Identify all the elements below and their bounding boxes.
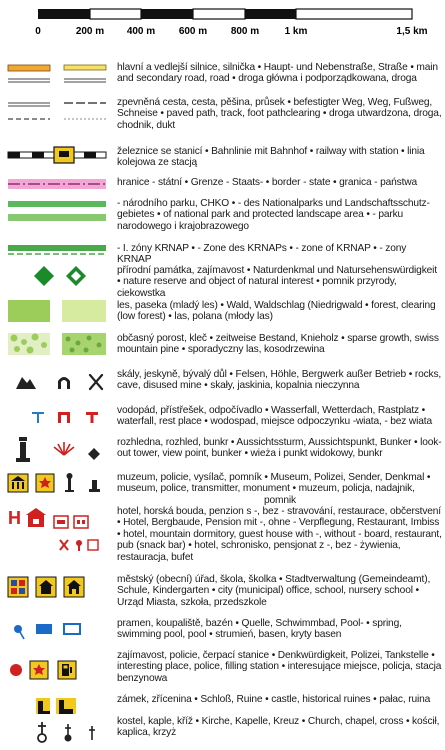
- park-symbols: [8, 198, 108, 240]
- border-label: hranice - státní • Grenze - Staats- • border - state • granica - państwa: [117, 177, 417, 188]
- roads-symbols: [8, 62, 108, 94]
- museum-icon: [8, 474, 28, 492]
- scale-bar: [0, 0, 445, 40]
- waterfall-label: vodopád, přístřešek, odpočívadlo • Wasserfall, Wetterdach, Rastplatz • waterfall, rest place • wodospad, miejsce odpoczynku -wiata, - bez wiata: [117, 405, 432, 428]
- museum-label-text: muzeum, policie, vysílač, pomník • Museum, Polizei, Sender, Denkmal • museum, police, transmitter, monument • muzeum, policja, nadajnik,: [117, 472, 431, 495]
- rocks-label: skály, jeskyně, bývalý důl • Felsen, Höhle, Bergwerk außer Betrieb • rocks, cave, disused mine • skały, jaskinia, kopalnia nieczynna: [117, 369, 442, 392]
- legend-row-zone: [0, 243, 445, 266]
- main-road-icon: [8, 65, 50, 71]
- legend-row-waterfall: [0, 405, 445, 437]
- church-symbols: [8, 716, 108, 750]
- church-icon: [38, 722, 46, 742]
- legend-row-lookout: [0, 437, 445, 473]
- secondary-road-icon: [64, 65, 106, 70]
- legend-row-museum: [0, 472, 445, 506]
- cross-icon: [89, 726, 95, 740]
- cave-icon: [58, 377, 70, 389]
- zone-symbols: [8, 243, 108, 259]
- police-station-icon: [30, 661, 48, 679]
- restaurant-icon: [60, 540, 68, 550]
- museum-symbols: [8, 472, 108, 506]
- rest-place-icon: [86, 412, 98, 423]
- park-label: - národního parku, CHKO • - des Nationalparks und Landschaftsschutz-gebietes • of national park and protected landscape area • - parku narodowego i krajobrazowego: [117, 198, 430, 232]
- snack-bar-icon: [76, 540, 82, 551]
- waterfall-symbols: [8, 405, 108, 437]
- railway-symbols: [8, 146, 108, 172]
- scale-segment-6: [296, 9, 412, 19]
- scale-segment-5: [245, 9, 296, 19]
- legend-row-hotel: [0, 506, 445, 564]
- scale-tick-1-5km: 1,5 km: [396, 26, 428, 37]
- disused-mine-icon: [90, 375, 102, 389]
- lookout-symbols: [8, 437, 108, 473]
- legend-row-office: [0, 574, 445, 608]
- transmitter-icon: [65, 473, 74, 492]
- mountain-dormitory-icon: [26, 508, 46, 527]
- legend-row-border: [0, 177, 445, 193]
- krnap-zone-border-icon: [8, 245, 106, 251]
- growth-label: občasný porost, kleč • zeitweise Bestand, Knieholz • sparse growth, swiss mountain pine • sporadyczny las, kosodrzewina: [117, 333, 439, 356]
- interest-label: zajímavost, policie, čerpací stanice • Denkwürdigkeit, Polizei, Tankstelle • interesting place, police, filling station • interesujące miejsce, policja, stacja benzynowa: [117, 650, 442, 684]
- museum-label: [117, 472, 443, 506]
- legend-row-interest: [0, 650, 445, 694]
- bunker-icon: [88, 448, 100, 460]
- legend-row-forest: [0, 300, 445, 332]
- scale-tick-0: 0: [35, 26, 41, 37]
- monument-label: přírodní památka, zajímavost • Naturdenkmal und Natursehenswürdigkeit • nature reserve and object of natural interest • pomnik przyrody, ciekowstka: [117, 265, 437, 299]
- legend-row-railway: [0, 146, 445, 172]
- filling-station-icon: [58, 661, 76, 679]
- legend-row-roads: [0, 62, 445, 94]
- legend-row-rocks: [0, 369, 445, 401]
- forest-icon: [8, 300, 50, 322]
- scale-segment-4: [193, 9, 245, 19]
- paths-symbols: [8, 97, 108, 143]
- school-icon: [36, 577, 56, 597]
- legend-row-paths: [0, 97, 445, 143]
- shelter-icon: [58, 412, 70, 423]
- scale-tick-1km: 1 km: [284, 26, 308, 37]
- spring-label: pramen, koupaliště, bazén • Quelle, Schwimmbad, Pool- • spring, swimming pool, pool • strumień, basen, kryty basen: [117, 618, 402, 641]
- scale-tick-400: 400 m: [126, 26, 156, 37]
- paths-label: zpevněná cesta, cesta, pěšina, průsek • befestigter Weg, Weg, Fußweg, Schneise • paved path, track, foot pathclearing • droga utwardzona, droga, chodnik, dukt: [117, 97, 442, 131]
- church-label: kostel, kaple, kříž • Kirche, Kapelle, Kreuz • Church, chapel, cross • kościł, kaplica, krzyż: [117, 716, 440, 739]
- interesting-place-icon: [10, 664, 22, 676]
- roads-label: hlavní a vedlejší silnice, silnička • Haupt- und Nebenstraße, Straße • main and secondary road, road • droga główna i podporządkowana, droga: [117, 62, 438, 85]
- scale-tick-200: 200 m: [75, 26, 105, 37]
- office-symbols: [8, 574, 108, 608]
- guest-house-no-board-icon: [74, 516, 88, 528]
- view-point-icon: [54, 442, 74, 455]
- clearing-low-forest-icon: [62, 300, 106, 322]
- ruins-icon: [56, 698, 76, 714]
- pub-icon: [88, 540, 98, 550]
- museum-label-text-end: pomnik: [264, 494, 296, 506]
- zone-label: - I. zóny KRNAP • - Zone des KRNAPs • - zone of KRNAP • - zony KRNAP: [117, 243, 407, 266]
- forest-label: les, paseka (mladý les) • Wald, Waldschlag (Niedrigwald • forest, clearing (low forest) • las, polana (młody las): [117, 300, 436, 323]
- chapel-icon: [65, 724, 72, 742]
- hotel-symbols: [8, 506, 108, 564]
- interest-symbols: [8, 650, 108, 694]
- monument-symbols: [8, 265, 108, 297]
- spring-symbols: [8, 618, 108, 644]
- growth-symbols: [8, 333, 108, 365]
- city-office-icon: [8, 577, 28, 597]
- lookout-tower-icon: [16, 437, 30, 462]
- border-symbols: [8, 177, 108, 193]
- railway-label: železnice se stanicí • Bahnlinie mit Bahnhof • railway with station • linia kolejowa ze stacją: [117, 146, 425, 169]
- hotel-label: hotel, horská bouda, penzion s -, bez - stravování, restaurace, občerstvení • Hotel, Bergbaude, Pension mit -, ohne - Verpflegung, Restaurant, Imbiss • hotel, mountain dormitory, guest house with -, without - board, restaurant, pub (snack bar) • hotel, schronisko, pensjonat z -, bez - żywienia, restauracja, bufet: [117, 506, 442, 563]
- legend-row-monument: [0, 265, 445, 297]
- rocks-symbols: [8, 369, 108, 401]
- office-label: městský (obecní) úřad, škola, školka • Stadtverwaltung (Gemeindeamt), Schule, Kindergarten • city (municipal) office, school, nursery school • Urząd Miasta, szkoła, przedszkole: [117, 574, 431, 608]
- monument-icon: [89, 480, 100, 492]
- protected-area-border-icon: [8, 214, 106, 221]
- nature-reserve-icon: [34, 266, 54, 286]
- legend-row-church: [0, 716, 445, 750]
- waterfall-icon: [32, 413, 44, 423]
- forest-symbols: [8, 300, 108, 332]
- spring-icon: [14, 625, 24, 639]
- scale-segment-2: [90, 9, 141, 19]
- scale-tick-600: 600 m: [178, 26, 208, 37]
- legend-row-park: [0, 198, 445, 240]
- swimming-pool-icon: [36, 624, 52, 634]
- scale-bar-graphic: [0, 0, 445, 40]
- national-park-border-icon: [8, 201, 106, 207]
- guest-house-board-icon: [54, 516, 68, 528]
- castle-icon: [36, 698, 50, 714]
- castle-label: zámek, zřícenina • Schloß, Ruine • castle, historical ruines • pałac, ruina: [117, 694, 431, 705]
- legend-row-growth: [0, 333, 445, 365]
- indoor-pool-icon: [64, 624, 80, 634]
- scale-tick-800: 800 m: [230, 26, 260, 37]
- scale-segment-3: [141, 9, 193, 19]
- legend-row-spring: [0, 618, 445, 644]
- police-icon: [36, 474, 54, 492]
- rocks-icon: [16, 377, 36, 389]
- lookout-label: rozhledna, rozhled, bunkr • Aussichtssturm, Aussichtspunkt, Bunker • look-out tower, view point, bunker • wieża i punkt widokowy, bunkr: [117, 437, 442, 460]
- scale-segment-1: [38, 9, 90, 19]
- nursery-school-icon: [64, 577, 84, 597]
- hotel-icon: H: [8, 508, 21, 528]
